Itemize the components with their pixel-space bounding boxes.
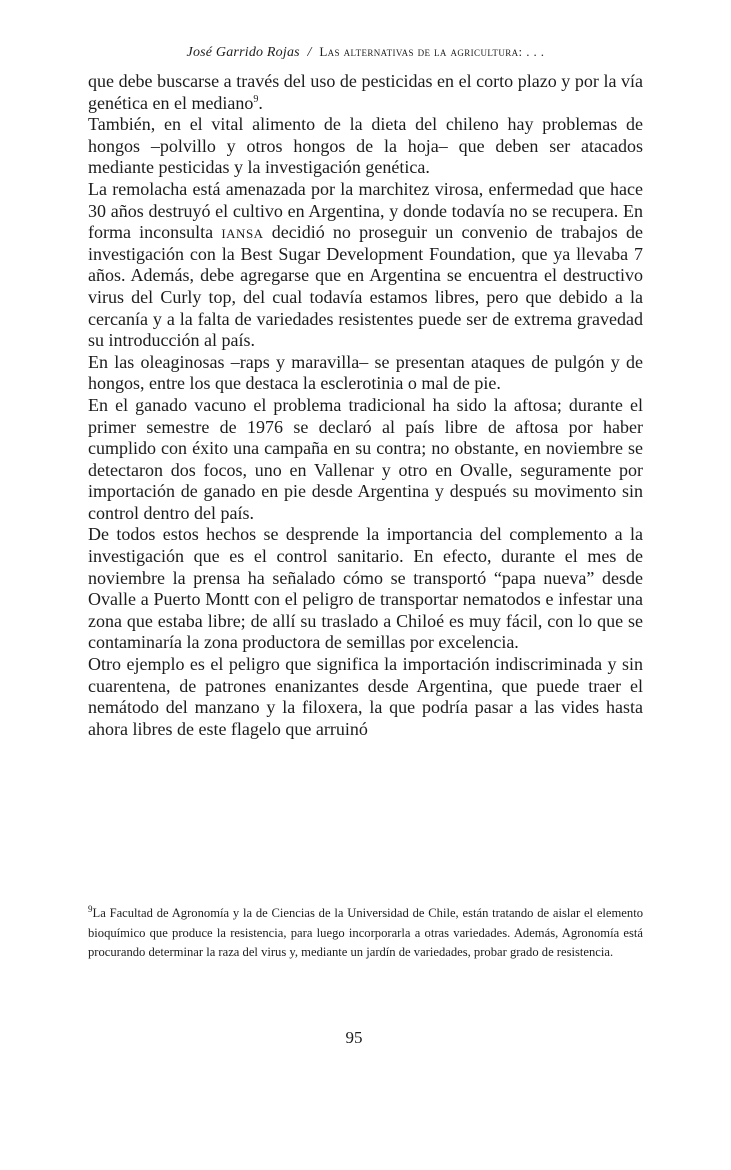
- running-header: [88, 44, 643, 61]
- paragraph-7: [88, 654, 643, 740]
- footnote: [88, 904, 643, 963]
- footnote-marker: 9: [88, 903, 93, 914]
- header-title: Las alternativas de la agricultura: . . .: [319, 44, 545, 59]
- paragraph-4: [88, 352, 643, 395]
- paragraph-3-text-a: La remolacha está amenazada por la marchitez virosa, enfermedad que hace 30 años destruyó el cultivo en Argentina, y donde todavía no se recupera. En forma inconsulta: [88, 178, 643, 243]
- paragraph-6: [88, 524, 643, 654]
- paragraph-1: [88, 71, 643, 114]
- paragraph-1-text: que debe buscarse a través del uso de pesticidas en el corto plazo y por la vía genética en el mediano: [88, 71, 643, 113]
- paragraph-2: [88, 114, 643, 179]
- header-author: José Garrido Rojas: [186, 45, 300, 60]
- paragraph-1-end: .: [258, 92, 263, 113]
- page-number: 95: [345, 1028, 363, 1047]
- paragraph-5: [88, 395, 643, 525]
- body-text: [88, 71, 643, 740]
- paragraph-5-text: En el ganado vacuno el problema tradicional ha sido la aftosa; durante el primer semestre de 1976 se declaró al país libre de aftosa por haber cumplido con éxito una campaña en su contra; no obstante, en noviembre se detectaron dos focos, uno en Vallenar y otro en Ovalle, seguramente por importación de ganado en pie desde Argentina y después su movimento sin control dentro del país.: [88, 394, 643, 523]
- paragraph-7-text: Otro ejemplo es el peligro que significa la importación indiscriminada y sin cuarentena, de patrones enanizantes desde Argentina, que puede traer el nemátodo del manzano y la filoxera, la que podría pasar a las vides hasta ahora libres de este flagelo que arruinó: [88, 654, 643, 739]
- paragraph-3-acronym: iansa: [221, 222, 264, 243]
- footnote-reference: 9: [253, 93, 259, 105]
- paragraph-2-text: También, en el vital alimento de la dieta del chileno hay problemas de hongos –polvillo y otros hongos de la hoja– que deben ser atacados mediante pesticidas y la investigación genética.: [88, 114, 643, 178]
- paragraph-3-text-b: decidió no proseguir un convenio de trabajos de investigación con la Best Sugar Development Foundation, que ya llevaba 7 años. Además, debe agregarse que en Argentina se encuentra el destructivo virus del Curly top, del cual todavía estamos libres, pero que debido a la cercanía y a la falta de variedades resistentes puede ser de extrema gravedad su introducción al país.: [88, 222, 643, 351]
- paragraph-4-text: En las oleaginosas –raps y maravilla– se presentan ataques de pulgón y de hongos, entre los que destaca la esclerotinia o mal de pie.: [88, 351, 643, 394]
- paragraph-6-text: De todos estos hechos se desprende la importancia del complemento a la investigación que es el control sanitario. En efecto, durante el mes de noviembre la prensa ha señalado cómo se transportó “papa nueva” desde Ovalle a Puerto Montt con el peligro de transportar nematodos e infestar una zona que estaba libre; de allí su traslado a Chiloé es muy fácil, con lo que se contaminaría la zona productora de semillas por excelencia.: [88, 524, 643, 653]
- paragraph-3: [88, 179, 643, 352]
- footnote-text: La Facultad de Agronomía y la de Ciencias de la Universidad de Chile, están tratando de aislar el elemento bioquímico que produce la resistencia, para luego incorporarla a otras variedades. Además, Agronomía está procurando determinar la raza del virus y, mediante un jardín de variedades, probar grado de resistencia.: [88, 906, 643, 960]
- header-separator: /: [307, 45, 312, 60]
